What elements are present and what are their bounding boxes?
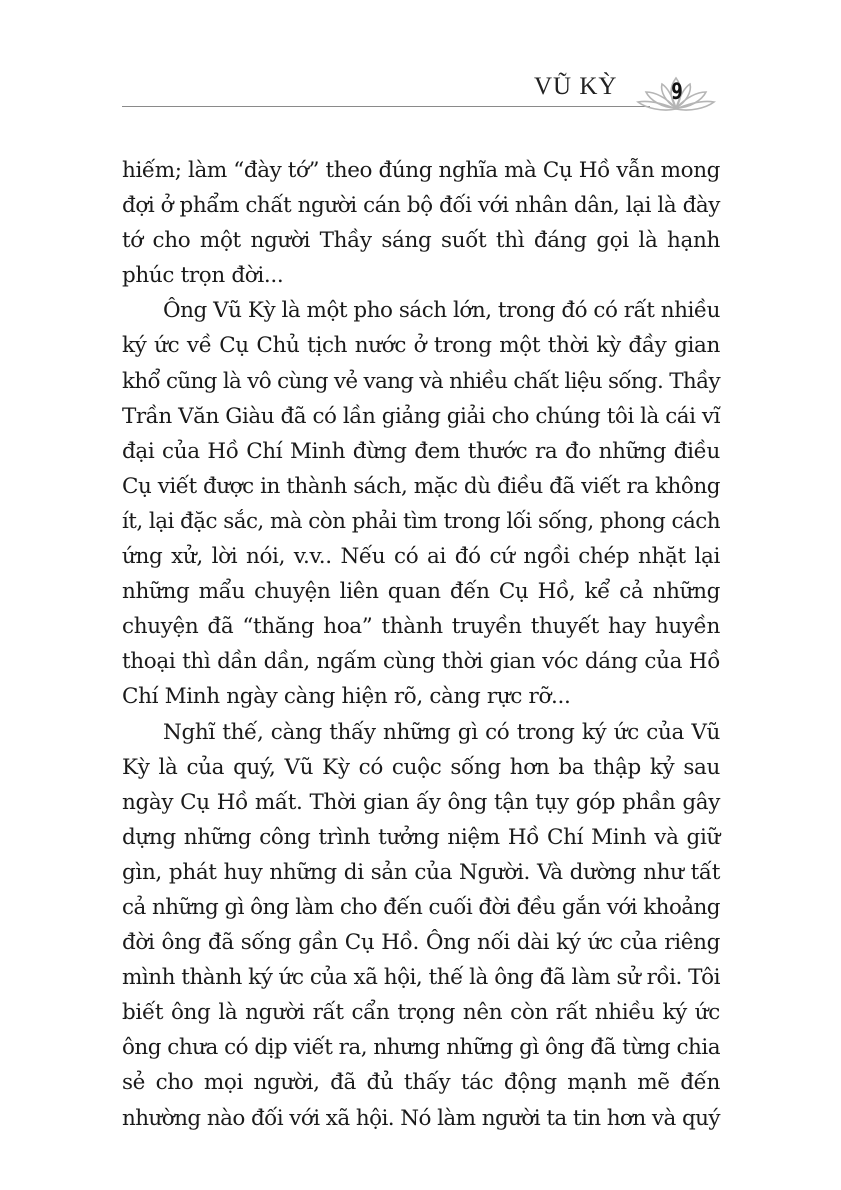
- text-line: tớ cho một người Thầy sáng suốt thì đáng gọi là hạnh: [122, 228, 720, 254]
- text-line: ít, lại đặc sắc, mà còn phải tìm trong lối sống, phong cách: [122, 508, 720, 534]
- text-line: đời ông đã sống gần Cụ Hồ. Ông nối dài ký ức của riêng: [122, 930, 720, 956]
- text-line: Kỳ là của quý, Vũ Kỳ có cuộc sống hơn ba thập kỷ sau: [122, 754, 720, 780]
- text-line: biết ông là người rất cẩn trọng nên còn rất nhiều ký ức: [122, 1000, 720, 1026]
- text-line: đợi ở phẩm chất người cán bộ đối với nhân dân, lại là đày: [122, 193, 720, 219]
- text-line: đại của Hồ Chí Minh đừng đem thước ra đo những điều: [122, 438, 720, 464]
- text-line: chuyện đã “thăng hoa” thành truyền thuyết hay huyền: [122, 614, 720, 640]
- text-line: ứng xử, lời nói, v.v.. Nếu có ai đó cứ ngồi chép nhặt lại: [122, 544, 720, 570]
- text-line: ký ức về Cụ Chủ tịch nước ở trong một thời kỳ đầy gian: [122, 333, 720, 359]
- text-line: thoại thì dần dần, ngấm cùng thời gian vóc dáng của Hồ: [122, 649, 720, 675]
- text-line: ngày Cụ Hồ mất. Thời gian ấy ông tận tụy góp phần gây: [122, 789, 720, 815]
- text-line: những mẩu chuyện liên quan đến Cụ Hồ, kể cả những: [122, 579, 720, 605]
- page-number: 9: [671, 80, 683, 105]
- running-title: VŨ KỲ: [534, 73, 618, 100]
- text-line: mình thành ký ức của xã hội, thế là ông đã làm sử rồi. Tôi: [122, 965, 720, 991]
- body-text: [122, 153, 720, 1136]
- text-line: sẻ cho mọi người, đã đủ thấy tác động mạnh mẽ đến: [122, 1070, 720, 1096]
- text-line: ông chưa có dịp viết ra, nhưng những gì ông đã từng chia: [122, 1035, 720, 1061]
- text-line: Cụ viết được in thành sách, mặc dù điều đã viết ra không: [122, 473, 720, 499]
- header-rule: [122, 106, 650, 107]
- text-line: gìn, phát huy những di sản của Người. Và dường như tất: [122, 859, 720, 885]
- text-line: hiếm; làm “đày tớ” theo đúng nghĩa mà Cụ Hồ vẫn mong: [122, 158, 720, 183]
- text-line: Ông Vũ Kỳ là một pho sách lớn, trong đó có rất nhiều: [163, 298, 720, 324]
- text-line: phúc trọn đời...: [122, 263, 284, 289]
- text-line: Chí Minh ngày càng hiện rõ, càng rực rỡ...: [122, 684, 571, 710]
- text-line: cả những gì ông làm cho đến cuối đời đều gắn với khoảng: [122, 894, 720, 920]
- text-line: dựng những công trình tưởng niệm Hồ Chí Minh và giữ: [122, 824, 720, 850]
- text-line: Trần Văn Giàu đã có lần giảng giải cho chúng tôi là cái vĩ: [122, 403, 720, 429]
- text-line: nhường nào đối với xã hội. Nó làm người ta tin hơn và quý: [122, 1105, 720, 1131]
- text-line: khổ cũng là vô cùng vẻ vang và nhiều chất liệu sống. Thầy: [122, 368, 720, 394]
- text-line: Nghĩ thế, càng thấy những gì có trong ký ức của Vũ: [163, 719, 720, 745]
